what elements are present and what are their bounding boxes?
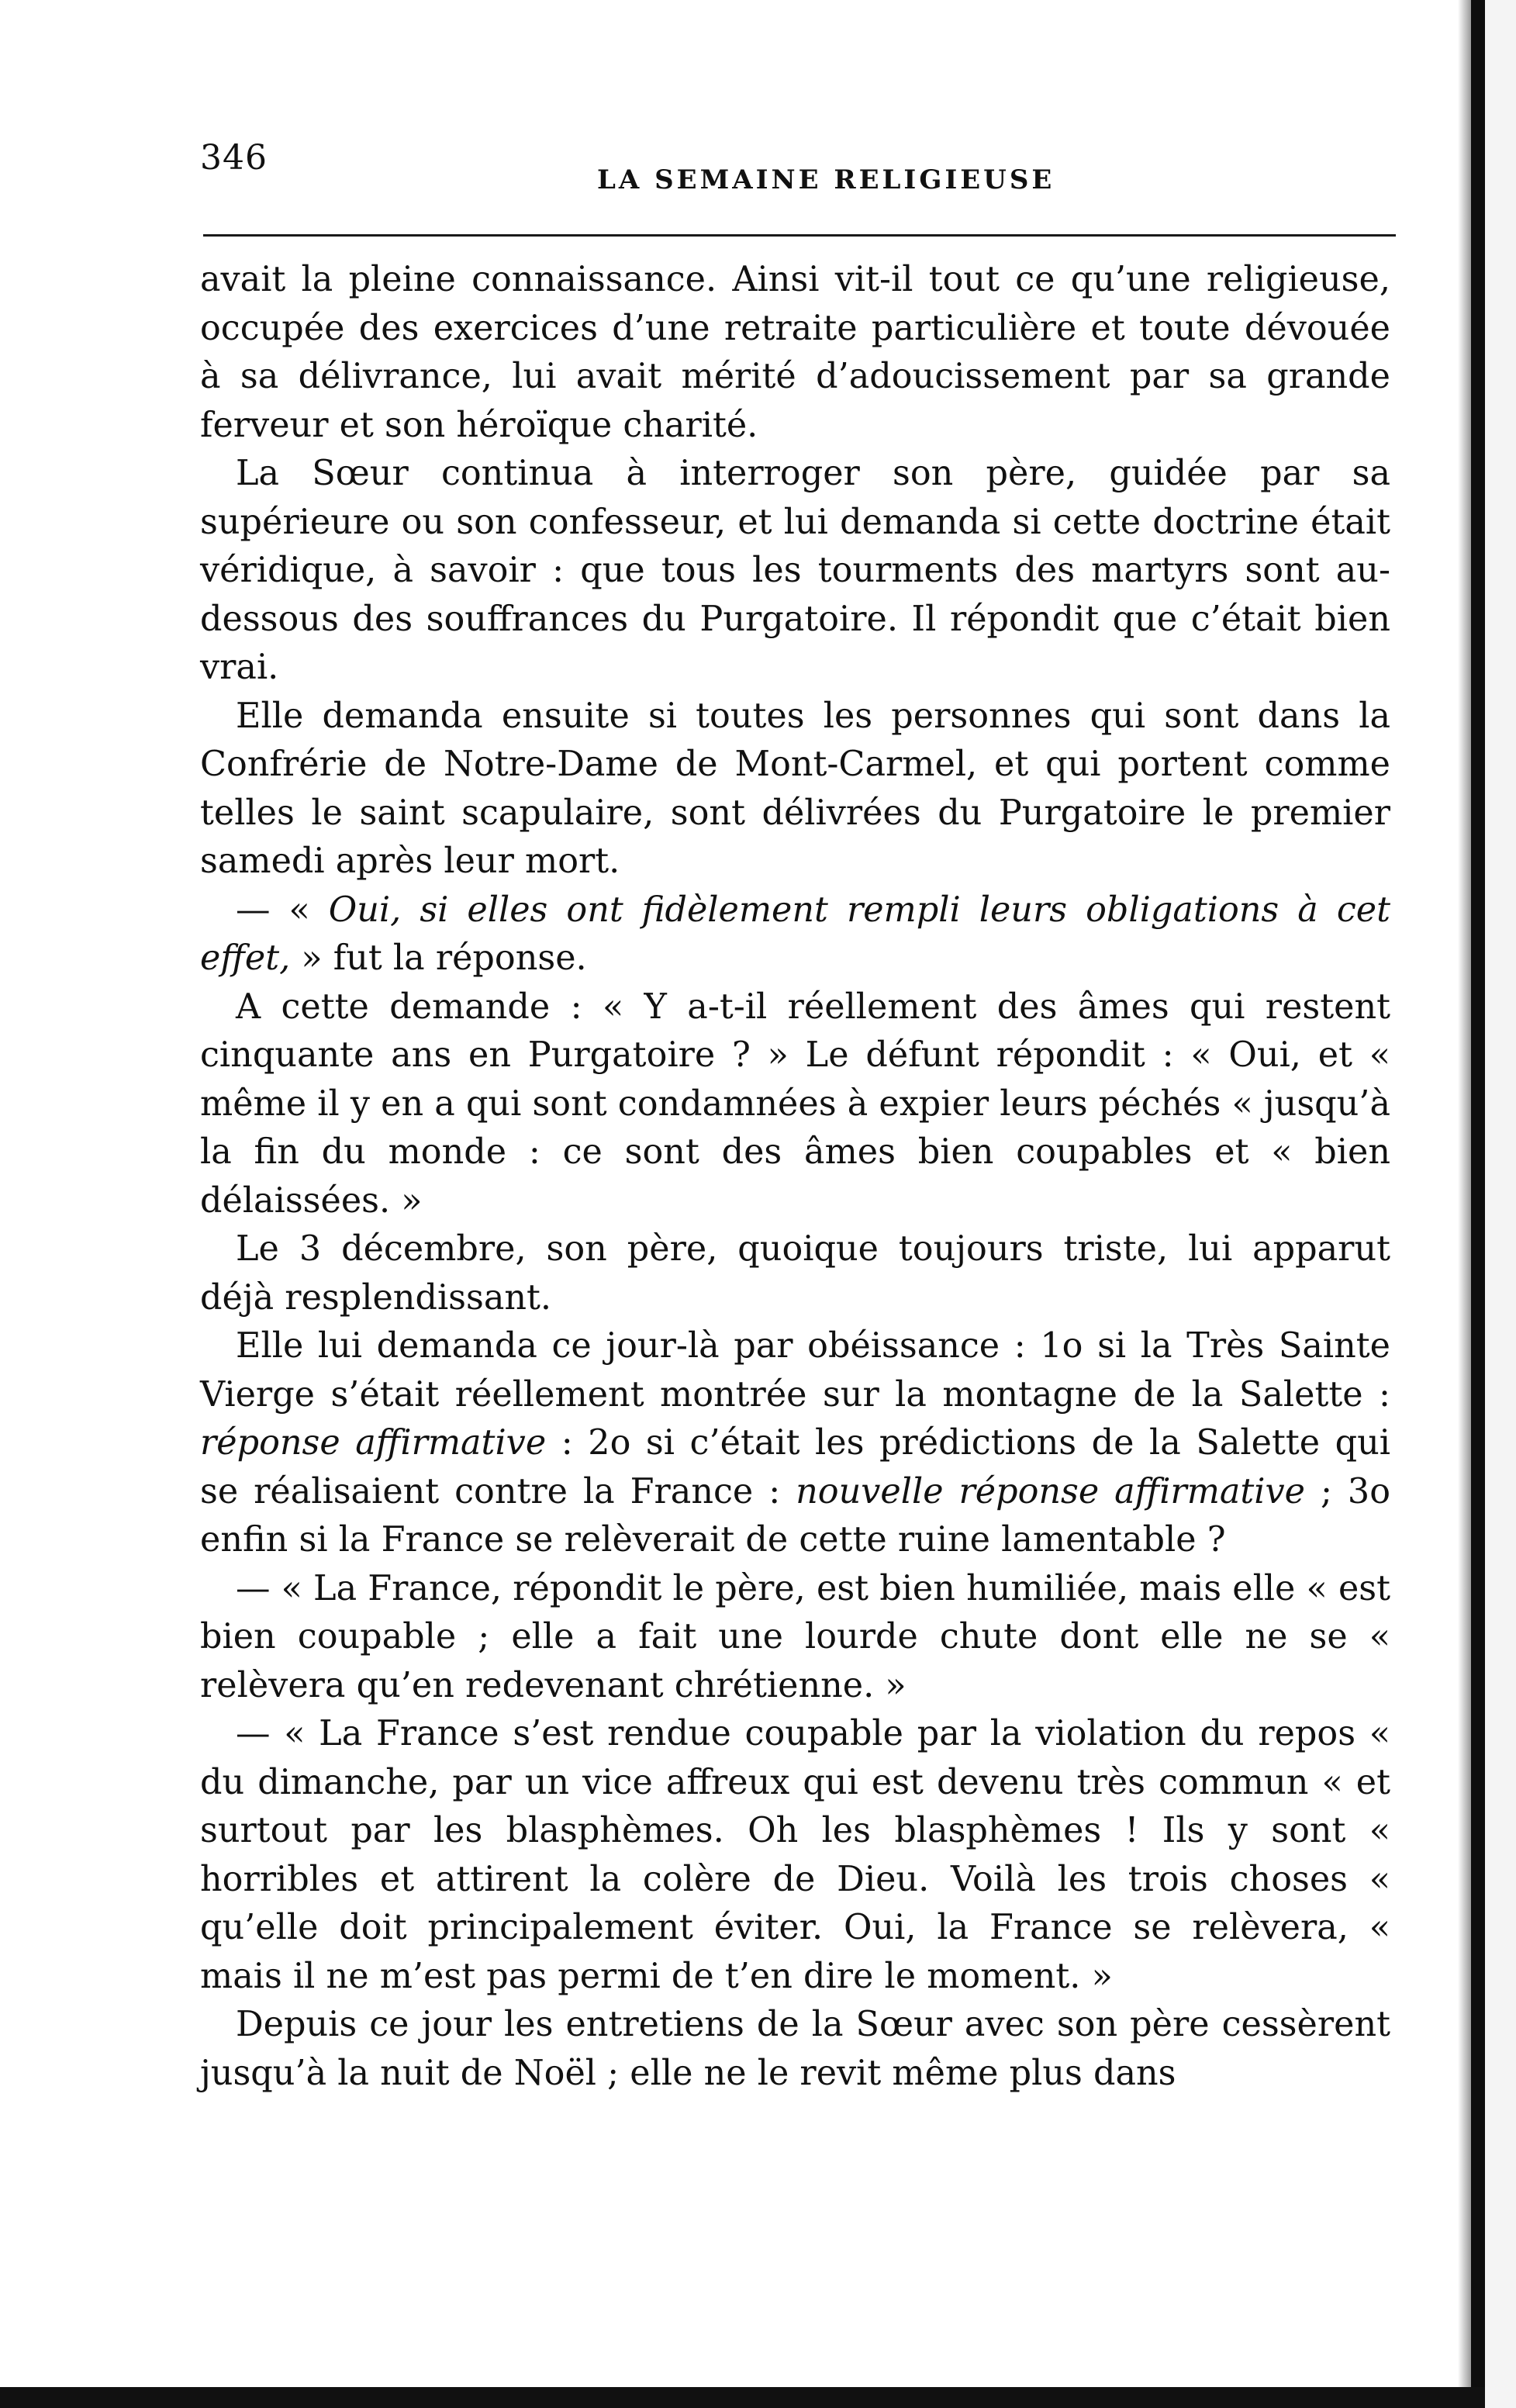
italic-text: nouvelle réponse affirmative: [796, 1471, 1306, 1511]
header-rule: [203, 234, 1396, 237]
paragraph-p9: [200, 1710, 1390, 2001]
paragraph-text: Elle lui demanda ce jour-là par obéissance : 1o si la Très Sainte Vierge s’était réellement montrée sur la montagne de la Salette :: [200, 1326, 1390, 1415]
paragraph-p10: [200, 2001, 1390, 2098]
italic-text: réponse affirmative: [200, 1423, 547, 1463]
paragraph-text: Le 3 décembre, son père, quoique toujours triste, lui apparut déjà resplendissant.: [200, 1229, 1390, 1318]
paragraph-text: — « La France s’est rendue coupable par la violation du repos « du dimanche, par un vice affreux qui est devenu très commun « et surtout par les blasphèmes. Oh les blasphèmes ! Ils y sont « horribles et attirent la colère de Dieu. Voilà les trois choses « qu’elle doit principalement éviter. Oui, la France se relèvera, « mais il ne m’est pas permi de t’en dire le moment. »: [200, 1714, 1390, 1996]
italic-text: Oui, si elles ont fidèlement rempli leurs obligations à cet effet,: [200, 890, 1390, 978]
paragraph-text: avait la pleine connaissance. Ainsi vit-il tout ce qu’une religieuse, occupée des exercices d’une retraite particulière et toute dévouée à sa délivrance, lui avait mérité d’adoucissement par sa grande ferveur et son héroïque charité.: [200, 260, 1390, 445]
page-number: 346: [200, 138, 268, 178]
paragraph-p3: [200, 693, 1390, 886]
paragraph-p8: [200, 1565, 1390, 1711]
paragraph-text: — « La France, répondit le père, est bien humiliée, mais elle « est bien coupable ; elle a fait une lourde chute dont elle ne se « relèvera qu’en redevenant chrétienne. »: [200, 1568, 1390, 1705]
paragraph-text: ; 3o enfin si la France se relèverait de cette ruine lamentable ?: [200, 1471, 1390, 1560]
paragraph-text: A cette demande : « Y a-t-il réellement des âmes qui restent cinquante ans en Purgatoire ? » Le défunt répondit : « Oui, et « même il y en a qui sont condamnées à expier leurs péchés « jusqu’à la fin du monde : ce sont des âmes bien coupables et « bien délaissées. »: [200, 986, 1390, 1221]
paragraph-text: Depuis ce jour les entretiens de la Sœur avec son père cessèrent jusqu’à la nuit de Noël ; elle ne le revit même plus dans: [200, 2005, 1390, 2093]
paragraph-p6: [200, 1225, 1390, 1322]
paragraph-p7: [200, 1322, 1390, 1565]
body-text: [200, 256, 1390, 2098]
paragraph-p5: [200, 983, 1390, 1226]
paragraph-text: La Sœur continua à interroger son père, guidée par sa supérieure ou son confesseur, et lui demanda si cette doctrine était véridique, à savoir : que tous les tourments des martyrs sont au-dessous des souffrances du Purgatoire. Il répondit que c’était bien vrai.: [200, 454, 1390, 687]
paragraph-p2: [200, 450, 1390, 693]
page-right-edge: [1471, 0, 1485, 2408]
scan-margin: [1485, 0, 1516, 2408]
paragraph-p4: [200, 886, 1390, 983]
paragraph-text: — «: [236, 890, 329, 930]
page-edge-shadow: [1458, 0, 1471, 2408]
page-bottom-edge: [0, 2387, 1485, 2408]
paragraph-text: » fut la réponse.: [290, 938, 587, 978]
paragraph-text: : 2o si c’était les prédictions de la Salette qui se réalisaient contre la France :: [200, 1423, 1390, 1511]
paragraph-p1: [200, 256, 1390, 450]
paragraph-text: Elle demanda ensuite si toutes les personnes qui sont dans la Confrérie de Notre-Dame de Mont-Carmel, et qui portent comme telles le saint scapulaire, sont délivrées du Purgatoire le premier samedi après leur mort.: [200, 696, 1390, 881]
running-title: LA SEMAINE RELIGIEUSE: [597, 164, 1055, 195]
